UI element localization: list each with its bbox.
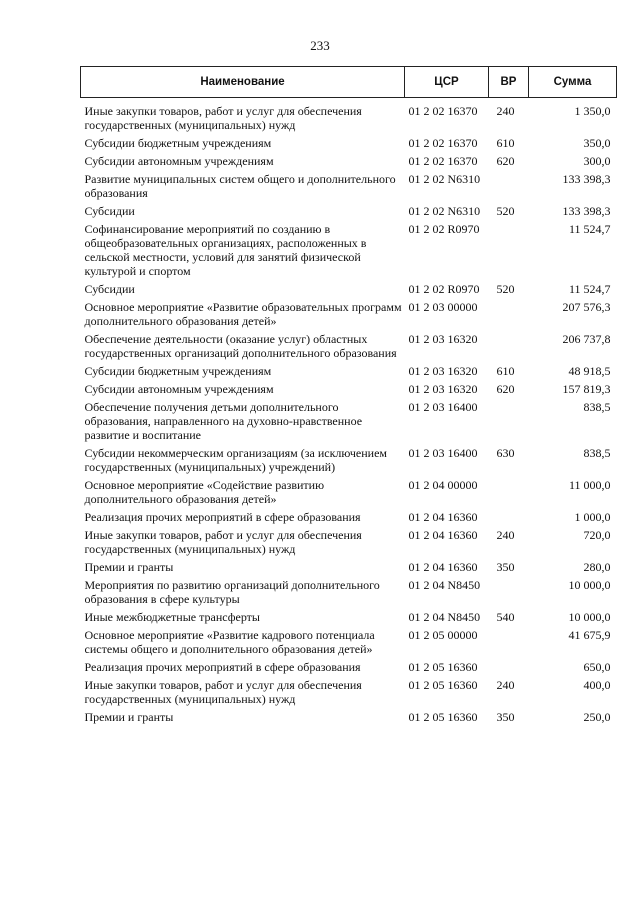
table-row: [81, 578, 617, 610]
cell-csr: 01 2 04 16360: [408, 510, 478, 524]
cell-sum: 206 737,8: [562, 332, 611, 346]
cell-sum: 11 000,0: [568, 478, 611, 492]
cell-csr: 01 2 05 16360: [408, 678, 478, 692]
cell-vr: 540: [496, 610, 515, 624]
cell-sum: 1 350,0: [574, 104, 611, 118]
table-row: [81, 528, 617, 560]
cell-vr: [489, 628, 529, 660]
cell-vr: [489, 300, 529, 332]
cell-name: Обеспечение получения детьми дополнительного образования, направленного на духовно-нравственное развитие и воспитание: [84, 400, 363, 442]
cell-csr: 01 2 03 16320: [408, 332, 478, 346]
cell-csr: 01 2 03 16400: [408, 446, 478, 460]
cell-name: Реализация прочих мероприятий в сфере образования: [84, 510, 361, 524]
cell-csr: 01 2 03 16400: [408, 400, 478, 414]
cell-sum: 838,5: [583, 400, 611, 414]
cell-name: Премии и гранты: [84, 710, 174, 724]
cell-csr: 01 2 03 16320: [408, 382, 478, 396]
table-row: [81, 364, 617, 382]
cell-vr: 520: [496, 282, 515, 296]
header-vr: ВР: [489, 67, 529, 98]
cell-csr: 01 2 05 00000: [408, 628, 478, 642]
cell-name: Иные закупки товаров, работ и услуг для обеспечения государственных (муниципальных) нужд: [84, 104, 362, 132]
cell-sum: 10 000,0: [568, 578, 611, 592]
cell-name: Обеспечение деятельности (оказание услуг) областных государственных организаций дополнительного образования: [84, 332, 397, 360]
cell-name: Иные закупки товаров, работ и услуг для обеспечения государственных (муниципальных) нужд: [84, 528, 362, 556]
cell-csr: 01 2 02 16370: [408, 104, 478, 118]
table-row: [81, 678, 617, 710]
cell-vr: 620: [496, 154, 515, 168]
table-row: [81, 382, 617, 400]
cell-sum: 133 398,3: [562, 204, 611, 218]
cell-csr: 01 2 03 00000: [408, 300, 478, 314]
table-row: [81, 660, 617, 678]
cell-sum: 720,0: [583, 528, 611, 542]
cell-csr: 01 2 02 R0970: [408, 222, 480, 236]
cell-sum: 11 524,7: [568, 282, 611, 296]
cell-name: Развитие муниципальных систем общего и дополнительного образования: [84, 172, 396, 200]
cell-csr: 01 2 04 00000: [408, 478, 478, 492]
cell-sum: 400,0: [583, 678, 611, 692]
cell-sum: 157 819,3: [562, 382, 611, 396]
cell-csr: 01 2 02 16370: [408, 154, 478, 168]
cell-name: Софинансирование мероприятий по созданию в общеобразовательных организациях, расположенных в сельской местности, условий для занятий физической культурой и спортом: [84, 222, 367, 278]
header-name: Наименование: [81, 67, 405, 98]
cell-name: Субсидии некоммерческим организациям (за исключением государственных (муниципальных) учреждений): [84, 446, 388, 474]
cell-csr: 01 2 02 R0970: [408, 282, 480, 296]
cell-name: Иные межбюджетные трансферты: [84, 610, 260, 624]
cell-vr: [489, 172, 529, 204]
header-sum: Сумма: [529, 67, 617, 98]
table-row: [81, 628, 617, 660]
cell-vr: 630: [496, 446, 515, 460]
table-body: [81, 98, 617, 729]
cell-sum: 250,0: [583, 710, 611, 724]
cell-name: Основное мероприятие «Развитие образовательных программ дополнительного образования детей»: [84, 300, 402, 328]
cell-name: Основное мероприятие «Развитие кадрового потенциала системы общего и дополнительного образования детей»: [84, 628, 375, 656]
cell-vr: [489, 578, 529, 610]
cell-sum: 48 918,5: [568, 364, 611, 378]
budget-table: [80, 66, 617, 728]
cell-vr: 620: [496, 382, 515, 396]
table-row: [81, 510, 617, 528]
table-row: [81, 154, 617, 172]
cell-vr: 610: [496, 136, 515, 150]
cell-vr: 240: [496, 528, 515, 542]
cell-name: Субсидии автономным учреждениям: [84, 382, 274, 396]
cell-vr: [489, 660, 529, 678]
cell-name: Иные закупки товаров, работ и услуг для обеспечения государственных (муниципальных) нужд: [84, 678, 362, 706]
cell-csr: 01 2 04 16360: [408, 560, 478, 574]
cell-csr: 01 2 04 N8450: [408, 578, 481, 592]
cell-csr: 01 2 02 N6310: [408, 172, 481, 186]
table-row: [81, 98, 617, 137]
cell-name: Субсидии бюджетным учреждениям: [84, 364, 272, 378]
cell-name: Реализация прочих мероприятий в сфере образования: [84, 660, 361, 674]
table-row: [81, 172, 617, 204]
cell-name: Субсидии автономным учреждениям: [84, 154, 274, 168]
table-row: [81, 282, 617, 300]
cell-csr: 01 2 04 16360: [408, 528, 478, 542]
cell-csr: 01 2 02 N6310: [408, 204, 481, 218]
cell-vr: 240: [496, 678, 515, 692]
table-row: [81, 478, 617, 510]
cell-vr: [489, 400, 529, 446]
table-row: [81, 204, 617, 222]
cell-sum: 838,5: [583, 446, 611, 460]
cell-csr: 01 2 03 16320: [408, 364, 478, 378]
cell-sum: 207 576,3: [562, 300, 611, 314]
cell-sum: 300,0: [583, 154, 611, 168]
cell-vr: 350: [496, 560, 515, 574]
page-number: 233: [310, 38, 330, 53]
cell-csr: 01 2 05 16360: [408, 660, 478, 674]
table-header: [81, 67, 617, 98]
cell-vr: 610: [496, 364, 515, 378]
cell-vr: [489, 510, 529, 528]
cell-name: Субсидии бюджетным учреждениям: [84, 136, 272, 150]
cell-sum: 41 675,9: [568, 628, 611, 642]
header-csr: ЦСР: [405, 67, 489, 98]
cell-vr: 350: [496, 710, 515, 724]
table-row: [81, 610, 617, 628]
table-row: [81, 446, 617, 478]
cell-sum: 11 524,7: [568, 222, 611, 236]
cell-csr: 01 2 04 N8450: [408, 610, 481, 624]
table-row: [81, 710, 617, 728]
table-row: [81, 222, 617, 282]
table-row: [81, 332, 617, 364]
table-row: [81, 400, 617, 446]
table-row: [81, 560, 617, 578]
cell-name: Субсидии: [84, 204, 135, 218]
cell-vr: [489, 332, 529, 364]
cell-csr: 01 2 02 16370: [408, 136, 478, 150]
cell-name: Премии и гранты: [84, 560, 174, 574]
cell-vr: [489, 478, 529, 510]
cell-vr: 520: [496, 204, 515, 218]
cell-name: Основное мероприятие «Содействие развитию дополнительного образования детей»: [84, 478, 325, 506]
table-row: [81, 136, 617, 154]
cell-sum: 10 000,0: [568, 610, 611, 624]
cell-sum: 1 000,0: [574, 510, 611, 524]
cell-vr: [489, 222, 529, 282]
cell-sum: 280,0: [583, 560, 611, 574]
cell-sum: 133 398,3: [562, 172, 611, 186]
cell-name: Субсидии: [84, 282, 135, 296]
cell-sum: 650,0: [583, 660, 611, 674]
table-row: [81, 300, 617, 332]
cell-csr: 01 2 05 16360: [408, 710, 478, 724]
cell-vr: 240: [496, 104, 515, 118]
header-row: [81, 67, 617, 98]
cell-sum: 350,0: [583, 136, 611, 150]
cell-name: Мероприятия по развитию организаций дополнительного образования в сфере культуры: [84, 578, 380, 606]
